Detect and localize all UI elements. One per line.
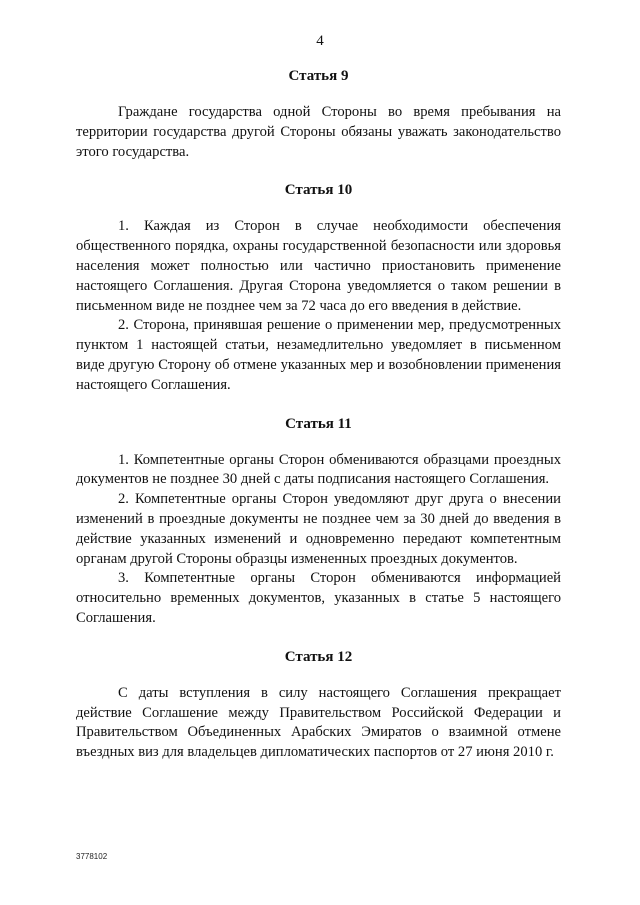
article-12 (76, 647, 561, 763)
article-10 (76, 180, 561, 395)
article-9 (76, 66, 561, 162)
article-title: Статья 12 (284, 648, 353, 665)
article-title: Статья 11 (285, 415, 352, 432)
article-paragraph: 3. Компетентные органы Сторон обмениваются информацией относительно временных документов, указанных в статье 5 настоящего Соглашения. (76, 570, 561, 626)
article-title: Статья 9 (288, 68, 349, 84)
document-body (76, 66, 561, 781)
document-code: 3778102 (76, 852, 108, 861)
article-paragraph: 2. Компетентные органы Сторон уведомляют друг друга о внесении изменений в проездные документы не позднее чем за 30 дней до введения в действие указанных изменений и одновременно передают компетентным органам другой Стороны образцы измененных проездных документов. (76, 491, 561, 567)
article-11 (76, 414, 561, 629)
article-paragraph: 1. Каждая из Сторон в случае необходимости обеспечения общественного порядка, охраны государственной безопасности или здоровья населения может полностью или частично приостановить применение настоящего Соглашения. Другая Сторона уведомляется о таком решении в письменном виде не позднее чем за 72 часа до его введения в действие. (76, 218, 561, 314)
article-paragraph: Граждане государства одной Стороны во время пребывания на территории государства другой Стороны обязаны уважать законодательство этого государства. (76, 104, 561, 160)
article-paragraph: 2. Сторона, принявшая решение о применении мер, предусмотренных пунктом 1 настоящей статьи, незамедлительно уведомляет в письменном виде другую Сторону об отмене указанных мер и возобновлении применения настоящего Соглашения. (76, 317, 561, 393)
article-paragraph: С даты вступления в силу настоящего Соглашения прекращает действие Соглашение между Правительством Российской Федерации и Правительством Объединенных Арабских Эмиратов о взаимной отмене въездных виз для владельцев дипломатических паспортов от 27 июня 2010 г. (76, 684, 561, 761)
article-title: Статья 10 (284, 182, 353, 199)
article-paragraph: 1. Компетентные органы Сторон обмениваются образцами проездных документов не позднее 30 дней с даты подписания настоящего Соглашения. (76, 451, 561, 488)
page-number: 4 (316, 33, 324, 49)
